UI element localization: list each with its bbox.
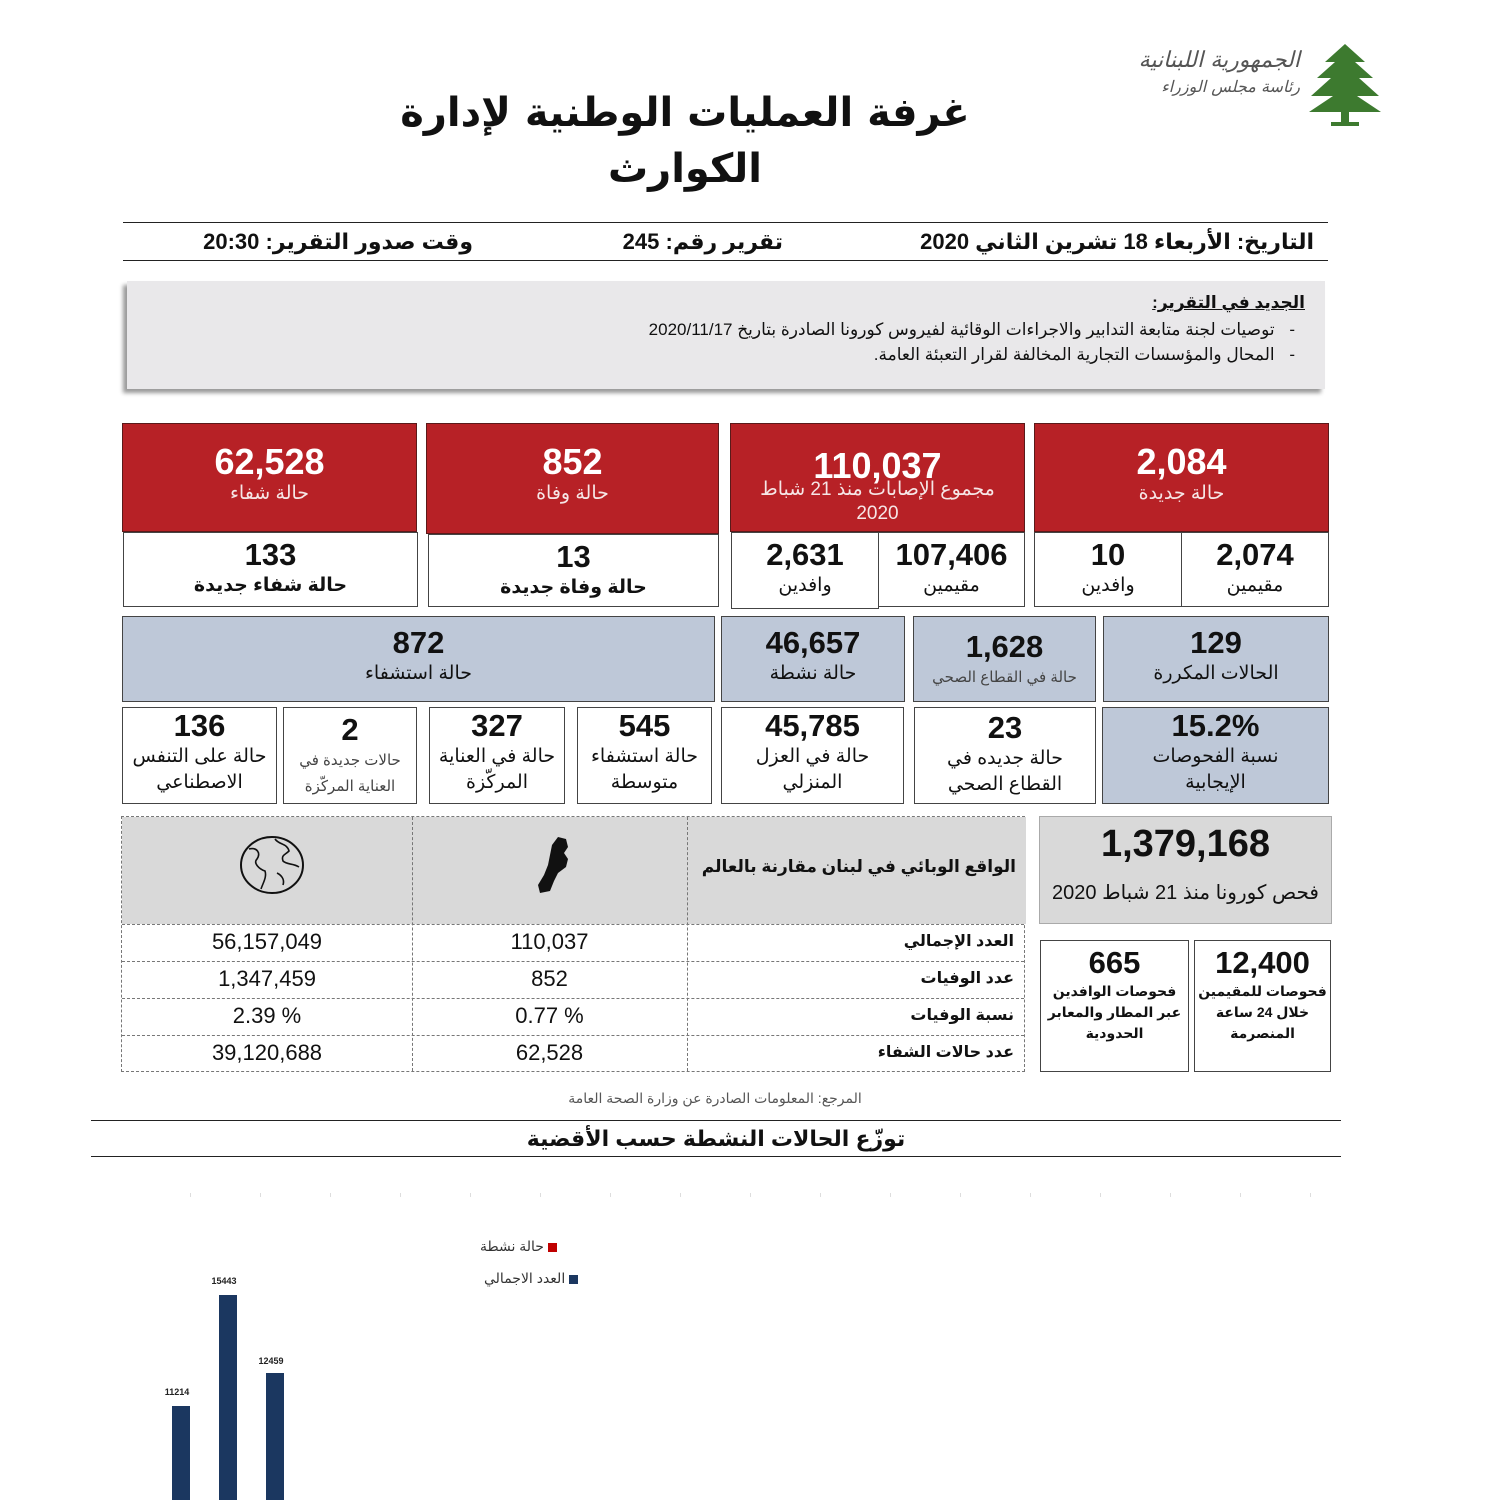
lebanon-map-icon [522, 835, 582, 897]
news-item: - توصيات لجنة متابعة التدابير والاجراءات الوقائية لفيروس كورونا الصادرة بتاريخ 2020/11/17 [649, 317, 1295, 342]
total-cases-residents: 107,406 مقيمين [878, 532, 1025, 607]
legend-swatch-icon [569, 1275, 578, 1284]
ventilator-card: 136 حالة على التنفس الاصطناعي [122, 707, 277, 804]
page-title: غرفة العمليات الوطنية لإدارة الكوارث [400, 90, 970, 192]
lebanon-vs-world-table [121, 816, 1025, 1072]
report-number: تقرير رقم: 245 [622, 229, 783, 254]
legend-item-total: العدد الاجمالي [484, 1270, 578, 1287]
comparison-title: الواقع الوبائي في لبنان مقارنة بالعالم [701, 857, 1016, 876]
cedar-tree-icon [1305, 40, 1385, 130]
new-deaths-card: 13 حالة وفاة جديدة [428, 534, 719, 607]
icu-card: 327 حالة في العناية المركّزة [429, 707, 565, 804]
new-icu-card: 2 حالات جديدة في العناية المركّزة [283, 707, 417, 804]
legend-swatch-icon [548, 1243, 557, 1252]
table-row: 56,157,049 110,037 العدد الإجمالي [122, 924, 1024, 961]
positivity-rate-card: 15.2% نسبة الفحوصات الإيجابية [1102, 707, 1329, 804]
total-cases-card: 110,037 مجموع الإصابات منذ 21 شباط 2020 [730, 423, 1025, 532]
home-isolation-card: 45,785 حالة في العزل المنزلي [721, 707, 904, 804]
section-title-bar [91, 1120, 1341, 1157]
new-cases-residents: 2,074 مقيمين [1181, 532, 1329, 607]
report-date: التاريخ: الأربعاء 18 تشرين الثاني 2020 [920, 229, 1314, 254]
whats-new-heading: الجديد في التقرير: [1152, 293, 1305, 312]
deaths-card: 852 حالة وفاة [426, 423, 719, 534]
medium-hospitalization-card: 545 حالة استشفاء متوسطة [577, 707, 712, 804]
hospitalized-card: 872 حالة استشفاء [122, 616, 715, 702]
total-tests-card: 1,379,168 فحص كورونا منذ 21 شباط 2020 [1039, 816, 1332, 924]
table-row: 1,347,459 852 عدد الوفيات [122, 961, 1024, 998]
globe-icon [237, 833, 307, 897]
table-row: 39,120,688 62,528 عدد حالات الشفاء [122, 1035, 1024, 1072]
recoveries-card: 62,528 حالة شفاء [122, 423, 417, 532]
resident-tests-card: 12,400 فحوصات للمقيمين خلال 24 ساعة المنصرمة [1194, 940, 1331, 1072]
chart-bar [172, 1406, 190, 1500]
section-title: توزّع الحالات النشطة حسب الأقضية [526, 1126, 906, 1151]
health-sector-card: 1,628 حالة في القطاع الصحي [913, 616, 1096, 702]
report-issue-time: وقت صدور التقرير: 20:30 [203, 229, 473, 254]
table-row: 2.39 % 0.77 % نسبة الوفيات [122, 998, 1024, 1035]
report-info-strip [123, 222, 1328, 261]
source-note: المرجع: المعلومات الصادرة عن وزارة الصحة العامة [568, 1090, 862, 1106]
active-cases-card: 46,657 حالة نشطة [721, 616, 905, 702]
new-health-sector-card: 23 حالة جديده في القطاع الصحي [914, 707, 1096, 804]
new-cases-card: 2,084 حالة جديدة [1034, 423, 1329, 532]
total-cases-arrivals: 2,631 وافدين [731, 532, 879, 609]
news-item: - المحال والمؤسسات التجارية المخالفة لقرار التعبئة العامة. [649, 342, 1295, 367]
arrival-tests-card: 665 فحوصات الوافدين عبر المطار والمعابر الحدودية [1040, 940, 1189, 1072]
chart-bar [266, 1373, 284, 1500]
comparison-header [122, 817, 1026, 924]
new-recoveries-card: 133 حالة شفاء جديدة [123, 532, 418, 607]
logo-line-2: رئاسة مجلس الوزراء [1161, 77, 1300, 96]
new-cases-arrivals: 10 وافدين [1034, 532, 1182, 607]
chart-bar [219, 1295, 237, 1500]
government-logo [1130, 40, 1385, 130]
whats-new-list [649, 317, 1295, 367]
repeated-cases-card: 129 الحالات المكررة [1103, 616, 1329, 702]
logo-line-1: الجمهورية اللبنانية [1138, 48, 1300, 73]
whats-new-box [127, 281, 1325, 389]
active-cases-by-district-chart: حالة نشطة العدد الاجمالي 11214 15443 12459 [150, 1230, 600, 1500]
legend-item-active: حالة نشطة [480, 1238, 557, 1255]
